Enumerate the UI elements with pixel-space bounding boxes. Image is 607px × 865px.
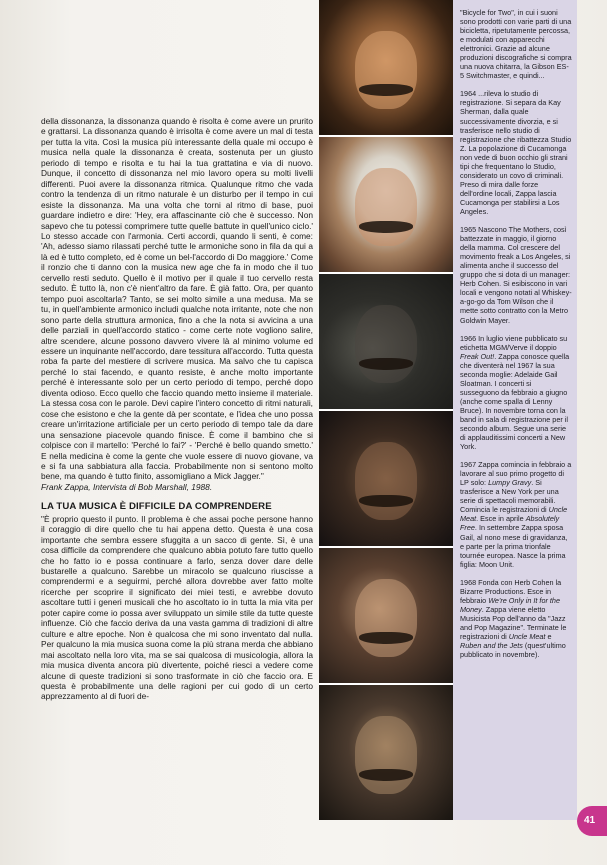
timeline-entry: 1966 In luglio viene pubblicato su etichetta MGM/Verve il doppio Freak Out!. Zappa conosce quella che diventerà nel 1967 la sua seconda moglie: Adelaide Gail Sloatman. I concerti si susseguono da febbraio a giugno (anche come spalla di Lenny Bruce). In novembre torna con la band in sala di registrazione per il secondo album. Segue una serie di applauditissimi concerti a New York.: [460, 333, 570, 452]
timeline-entry: 1964 ...rileva lo studio di registrazione. Si separa da Kay Sherman, dalla quale successivamente divorzia, e si trasferisce nello studio di registrazione che ribattezza Studio Z. La popolazione di Cucamonga non vede di buon occhio gli strani tipi che frequentano lo Studio, considerato un covo di criminali. Preso di mira dalle forze dell'ordine locali, Zappa lascia Cucamonga per stabilirsi a Los Angeles.: [460, 89, 572, 216]
page-number: 41: [577, 806, 607, 836]
timeline-entry: 1968 Fonda con Herb Cohen la Bizarre Productions. Esce in febbraio We're Only in It for the Money. Zappa viene eletto Musicista Pop dell'anno da "Jazz and Pop Magazine". Terminate le registrazioni di Uncle Meat e Ruben and the Jets (quest'ultimo pubblicato in novembre).: [460, 577, 567, 660]
portrait-photo: [319, 0, 453, 137]
portrait-photo: [319, 685, 453, 820]
article-paragraph: "È proprio questo il punto. Il problema è che assai poche persone hanno il coraggio di dire quello che tu hai appena detto. Questa è una cosa importante che sembra essere sfuggita a un sacco di gente. Sì, è una cosa difficile da comprendere che qualcuno abbia potuto fare tutto quello che ho fatto io e possa continuare a farlo, senza dover dare delle bustarelle a qualcuno. Sarebbe un miracolo se qualcuno riuscisse a comprendermi e a seguirmi, perché allora dovrebbe aver fatto molte ricerche per scoprire il significato dei miei testi, e avrebbe dovuto ascoltare tutti i generi musicali che ho ascoltato io in tutta la mia vita per poter capire come io possa aver sviluppato un simile stile da tutte queste influenze. Ciò che faccio deriva da una vasta gamma di tradizioni di altre culture e altre epoche. Non è qualcosa che mi sono inventato dal nulla. Per qualcuno la mia musica suona come la più strana merda che abbiano mai ascoltato nella loro vita, ma se sai qualcosa di musicologia, allora la mia musica diventa ancora più divertente, poiché riesci a vedere come alcune di queste tradizioni si sono trasformate in ciò che faccio ora. E questa è probabilmente una delle ragioni per cui godo di un certo apprezzamento al di fuori de-: [41, 513, 313, 702]
timeline-entry: 1967 Zappa comincia in febbraio a lavorare al suo primo progetto di LP solo: Lumpy Gravy. Si trasferisce a New York per una serie di spettacoli memorabili. Comincia le registrazioni di Uncle Meat. Esce in aprile Absolutely Free. In settembre Zappa sposa Gail, al nono mese di gravidanza, e parte per la prima trionfale tournée europea. Nasce la prima figlia: Moon Unit.: [460, 460, 572, 569]
portrait-photo: [319, 137, 453, 274]
timeline-entry: "Bicycle for Two", in cui i suoni sono prodotti con varie parti di una bicicletta, ripetutamente percossa, e modulati con apparecchi elettronici. Grazie ad alcune produzioni discografiche si compra una nuova chitarra, la Gibson ES-5 Switchmaster, e quindi...: [460, 8, 572, 81]
article-citation: Frank Zappa, Intervista di Bob Marshall, 1988.: [41, 481, 213, 492]
article-paragraph: della dissonanza, la dissonanza quando è risolta è come avere un prurito e grattarsi. La dissonanza quando è irrisolta è come avere un mal di testa per tutta la vita. Così la musica più interessante della quale mi occupo è musica nella quale la dissonanza è creata, sostenuta per un giusto periodo di tempo e risolta e tu hai la tua grattatina e via di nuovo. Dunque, il concetto di dissonanza nel mio lavoro opera su molti livelli differenti. Puoi avere la dissonanza ritmica. Qualunque ritmo che vada contro la tendenza di un ritmo naturale è un disturbo per il tempo in cui esiste la dissonanza. Ma una volta che torni al ritmo di base, puoi guardare indietro e dire: 'Hey, era affascinante ciò che è successo. Non sapevo che tu potessi comprimere tutte quelle battute in quell'unico ciclo.' Lo stesso accade con l'armonia. Certi accordi, quando li senti, è come: 'Ah, adesso siamo rilassati perché tutte le armoniche sono in fila da qui a là ed è tutto completo, ed è come un bel-l'accordo di Do maggiore.' Come il ronzio che ti danno con la musica new age che fa in modo che il tuo cervello resti seduto. Quello è il motivo per il quale il tuo cervello resta seduto. È tutto là, non c'è nient'altro da fare. È già fatto. Ora, per quanto tempo puoi ascoltarla? Tanto, se sei molto simile a una medusa. Ma se tu, in quell'ambiente armonico includi qualche nota irritante, note che non sono parte della struttura armonica, fino a che la nota si avvicina a una delle parziali in quell'accordo statico - come certe note vogliono salire, altre scendere, alcune possono davvero vivere là al minimo volume ed essere un inquinante nell'accordo, dare tessitura all'accordo. Tutta questa roba fa parte del mestiere di scrivere musica. Ma salvo che tu capisca perché lo stai facendo, e quanto resiste, è anche molto importante perché è interessante solo per un certo periodo di tempo, perché dopo diventa odioso. Ecco quello che faccio quando metto insieme il materiale. La stessa cosa con le parole. Devi capire l'intero concetto di ritmi naturali, cose che esistono e che la gente dà per scontate, e l'idea che uno possa creare un'irritazione artificiale per un certo periodo di tempo tale da dare una sensazione piacevole quando finisce. È come il bambino che si colpisce con il martello: 'Perché lo fai?' - 'Perché è bello quando smetto.' E nella medicina è come la gente che vuole essere di nuovo giovane, va e si fa una sabbiatura alla faccia. Probabilmente non si sentono molto bene, ma quando è tutto finito, assomigliano a Mick Jagger.": [41, 116, 313, 482]
portrait-photo: [319, 411, 453, 548]
section-heading: LA TUA MUSICA È DIFFICILE DA COMPRENDERE: [41, 501, 272, 513]
timeline-text: [460, 8, 572, 668]
timeline-entry: 1965 Nascono The Mothers, così battezzate in maggio, il giorno della mamma. Col crescere del movimento freak a Los Angeles, si alimenta anche il successo del gruppo che si dota di un manager: Herb Cohen. Si esibiscono in vari locali e vengono notati al Whiskey-a-go-go da Tom Wilson che il mette sotto contratto con la Metro Goldwin Mayer.: [460, 225, 572, 325]
portrait-photo: [319, 548, 453, 685]
portrait-photo: [319, 274, 453, 411]
photo-strip: [319, 0, 453, 820]
main-article-column: [41, 116, 313, 702]
